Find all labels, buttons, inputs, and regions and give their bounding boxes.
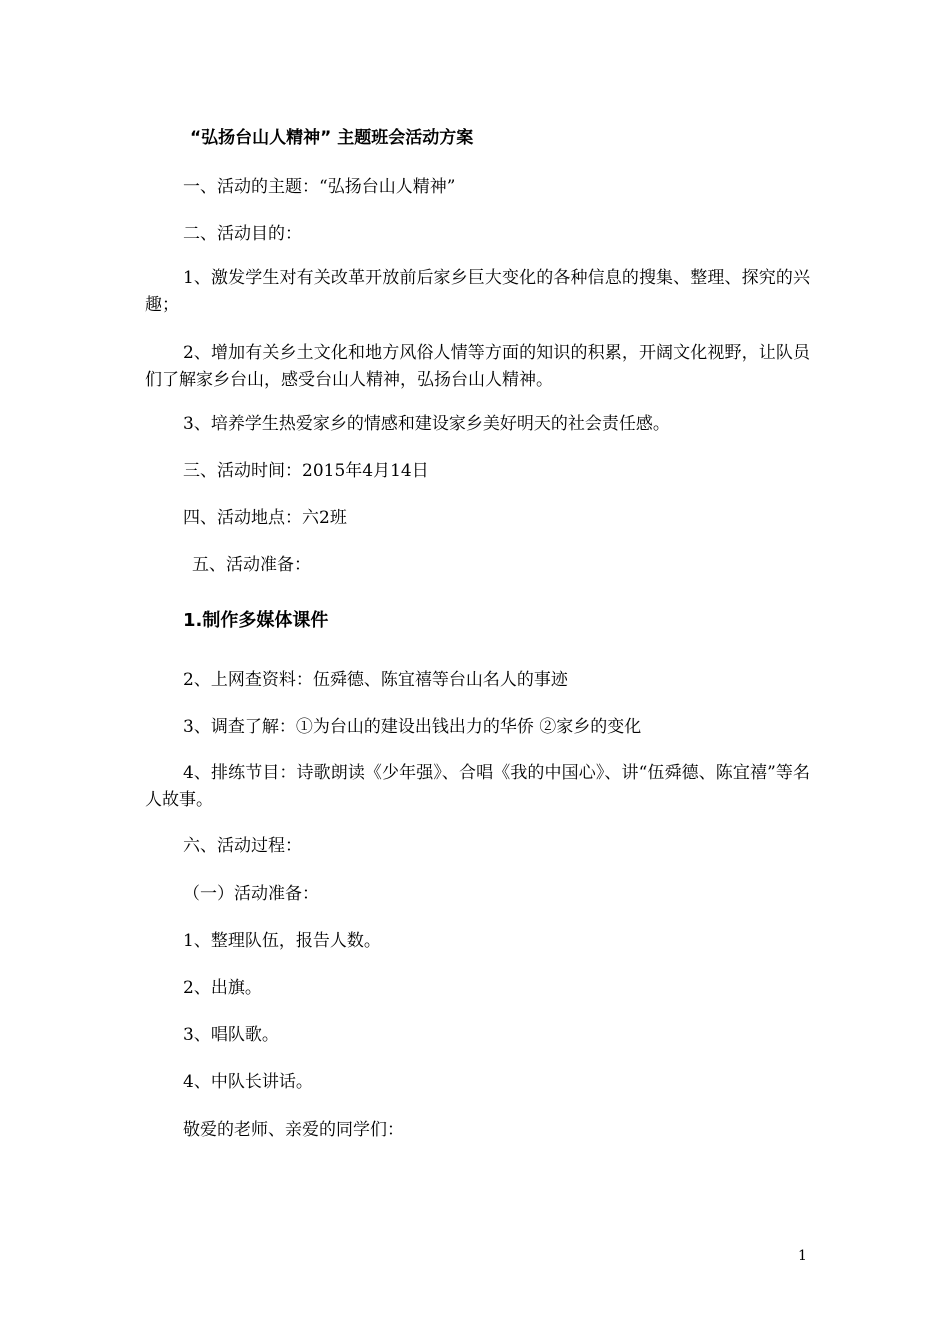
process-subheading: （一）活动准备： xyxy=(183,884,319,904)
preparation-item-4: 4、排练节目：诗歌朗读《少年强》、合唱《我的中国心》、讲“伍舜德、陈宜禧”等名人故事。 xyxy=(145,763,810,810)
purpose-heading: 二、活动目的： xyxy=(183,224,302,244)
process-step-1: 1、整理队伍，报告人数。 xyxy=(183,931,381,951)
preparation-item-1: 1.制作多媒体课件 xyxy=(183,610,329,631)
purpose-item-1: 1、激发学生对有关改革开放前后家乡巨大变化的各种信息的搜集、整理、探究的兴趣； xyxy=(145,268,810,315)
activity-place: 四、活动地点：六2班 xyxy=(183,508,347,528)
process-heading: 六、活动过程： xyxy=(183,836,302,856)
process-step-3: 3、唱队歌。 xyxy=(183,1025,279,1045)
process-step-2: 2、出旗。 xyxy=(183,978,262,998)
preparation-item-3: 3、调查了解：①为台山的建设出钱出力的华侨 ②家乡的变化 xyxy=(183,717,642,737)
preparation-heading: 五、活动准备： xyxy=(192,555,311,575)
page-number: 1 xyxy=(798,1248,807,1264)
theme-line: 一、活动的主题：“弘扬台山人精神” xyxy=(183,177,456,197)
purpose-item-3: 3、培养学生热爱家乡的情感和建设家乡美好明天的社会责任感。 xyxy=(183,414,670,434)
document-title: “弘扬台山人精神” 主题班会活动方案 xyxy=(190,128,474,148)
process-step-4: 4、中队长讲话。 xyxy=(183,1072,313,1092)
preparation-item-2: 2、上网查资料：伍舜德、陈宜禧等台山名人的事迹 xyxy=(183,670,568,690)
greeting-line: 敬爱的老师、亲爱的同学们： xyxy=(183,1120,404,1140)
purpose-item-2: 2、增加有关乡土文化和地方风俗人情等方面的知识的积累，开阔文化视野，让队员们了解家乡台山，感受台山人精神，弘扬台山人精神。 xyxy=(145,343,810,390)
activity-time: 三、活动时间：2015年4月14日 xyxy=(183,461,429,481)
